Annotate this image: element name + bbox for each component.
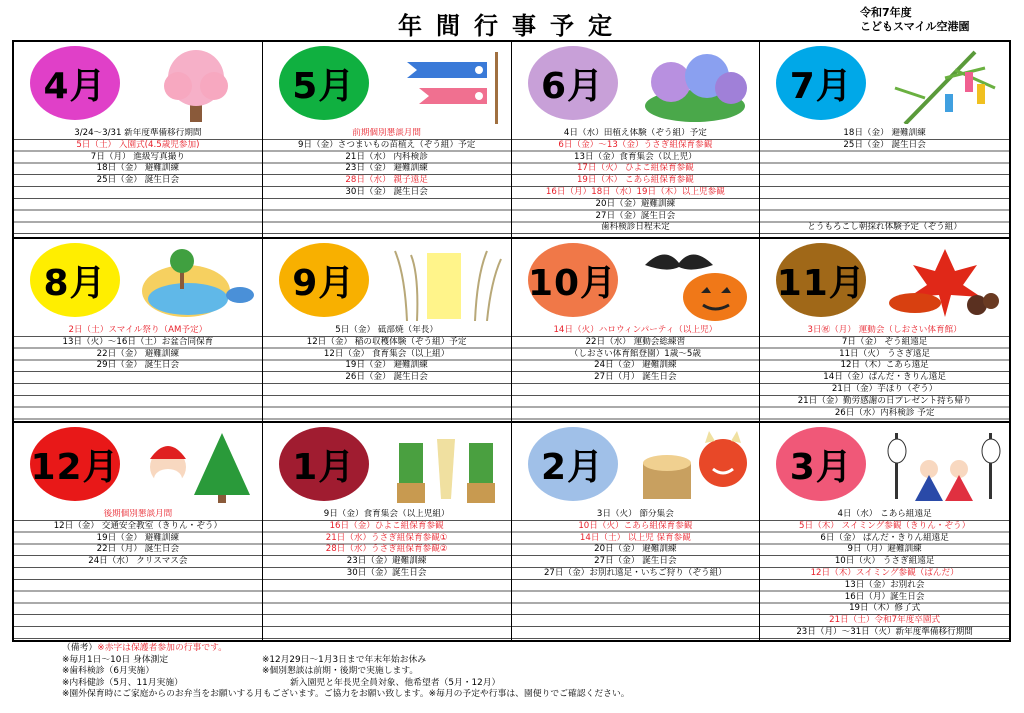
month-badge <box>528 243 618 317</box>
event-item: 24日（水） クリスマス会 <box>88 556 188 567</box>
event-item: 9日（金）さつまいもの苗植え（ぞう組）予定 <box>297 139 476 150</box>
event-item: 22日（金） 避難訓練 <box>96 348 180 359</box>
santa-tree-icon <box>138 429 256 505</box>
month-badge <box>528 427 618 501</box>
event-item: 13日（金）お別れ会 <box>844 579 925 590</box>
event-item <box>760 163 1009 175</box>
note-measurement: ※毎月1日～10日 身体測定 <box>62 654 169 665</box>
hydrangea-icon <box>635 48 753 124</box>
month-label: 12月 <box>30 446 120 488</box>
event-item: 21日（金）勤労感謝の日プレゼント持ち帰り <box>797 395 972 406</box>
event-item: 19日（金） 避難訓練 <box>96 532 180 543</box>
event-item <box>760 199 1009 211</box>
event-item: 16日（月）誕生日会 <box>844 591 925 602</box>
month-label: 1月 <box>292 446 356 488</box>
event-item: 25日（金） 誕生日会 <box>96 175 180 186</box>
event-item: 14日（金）ぱんだ・きりん遠足 <box>823 372 946 383</box>
event-item: 16日（月）18日（水）19日（木）以上児参観 <box>545 186 725 197</box>
event-item: 18日（金） 避難訓練 <box>843 128 926 138</box>
event-item: 6日（金）～13（金）うさぎ組保育参観 <box>558 139 713 150</box>
event-item: 24日（金） 避難訓練 <box>594 360 677 371</box>
month-cell <box>14 423 263 640</box>
event-item: 21日（水） 内科検診 <box>345 151 428 162</box>
month-cell <box>512 42 761 239</box>
event-item: 19日（金） 避難訓練 <box>345 360 428 371</box>
month-label: 2月 <box>540 446 605 488</box>
month-cell <box>263 42 512 239</box>
month-badge <box>30 243 120 317</box>
event-item: 13日（金）食育集会（以上児） <box>574 151 697 162</box>
note-meeting-target: 新入園児と年長児全員対象、他希望者（5月・12月） <box>290 677 501 688</box>
event-item: 21日（金）芋ほり（ぞう） <box>831 383 938 394</box>
autumn-leaves-icon <box>885 245 1003 321</box>
event-item: 18日（金） 避難訓練 <box>96 163 180 174</box>
event-item: 12日（金） 交通安全教室（きりん・ぞう） <box>53 520 223 531</box>
event-item: 10日（火）こあら組保育参観 <box>578 520 693 531</box>
event-list <box>760 325 1009 421</box>
event-item <box>760 187 1009 199</box>
month-label: 8月 <box>43 262 107 304</box>
month-cell <box>512 423 761 640</box>
event-item: 26日（水）内科検診 予定 <box>834 407 935 418</box>
month-cell <box>760 239 1009 423</box>
school-label: こどもスマイル空港園 <box>860 20 970 33</box>
notes-label: （備考） <box>62 643 98 653</box>
event-list <box>14 128 262 237</box>
event-item: 27日（金） 誕生日会 <box>594 556 677 567</box>
note-new-year-holiday: ※12月29日～1月3日まで年末年始お休み <box>262 654 427 665</box>
event-item: 23日（金） 避難訓練 <box>345 163 428 174</box>
event-item: 7日（金） ぞう組遠足 <box>841 336 928 347</box>
event-item <box>760 175 1009 187</box>
event-item: 30日（金）誕生日会 <box>346 567 427 578</box>
event-item: 21日（土）令和7年度卒園式 <box>829 615 941 626</box>
event-item: 12日（金） 稲の収穫体験（ぞう組）予定 <box>306 336 467 347</box>
tanabata-bamboo-icon <box>885 48 1003 124</box>
page-title: 年間行事予定 <box>398 12 626 40</box>
event-list <box>263 509 511 640</box>
event-item <box>760 211 1009 223</box>
event-item: 11日（火） うさぎ遠足 <box>839 348 931 359</box>
event-item: 5日（金） 砥部焼（年長） <box>335 325 438 335</box>
event-item <box>760 152 1009 164</box>
fiscal-year: 令和7年度 <box>860 6 912 19</box>
month-label: 3月 <box>789 446 853 488</box>
event-item: 23日（月）～31日（火）新年度準備移行期間 <box>796 626 973 637</box>
event-item: 後期個別懇談月間 <box>103 509 173 519</box>
event-item: 歯科検診日程未定 <box>600 222 670 233</box>
event-item: 13日（火）～16日（土）お盆合同保育 <box>62 336 214 347</box>
event-item: 3日（火） 節分集会 <box>596 509 674 519</box>
kadomatsu-icon <box>387 429 505 505</box>
summer-island-icon <box>138 245 256 321</box>
month-header <box>512 42 760 128</box>
month-badge <box>279 243 369 317</box>
event-item: 3日㊗（月） 運動会（しおさい体育館） <box>807 325 962 335</box>
month-badge <box>776 243 866 317</box>
event-item: 29日（金） 誕生日会 <box>96 360 180 371</box>
event-list <box>263 128 511 237</box>
event-item: 23日（金）避難訓練 <box>346 556 427 567</box>
month-header <box>263 423 511 509</box>
month-header <box>760 42 1009 128</box>
month-cell <box>760 42 1009 239</box>
month-badge <box>30 427 120 501</box>
event-list <box>760 509 1009 640</box>
event-item: 22日（月） 誕生日会 <box>96 544 180 555</box>
annual-calendar-grid <box>12 40 1011 642</box>
event-item: 14日（火）ハロウィンパーティ（以上児） <box>553 325 718 335</box>
event-item: 16日（金）ひよこ組保育参観 <box>329 520 444 531</box>
event-item: 12日（木）スイミング参観（ぱんだ） <box>810 567 959 578</box>
event-item: 19日（木） こあら組保育参観 <box>576 175 694 186</box>
event-item: 20日（金） 避難訓練 <box>594 544 677 555</box>
month-cell <box>14 42 263 239</box>
month-cell <box>512 239 761 423</box>
event-item: 28日（水）うさぎ組保育参観② <box>325 544 448 555</box>
month-header <box>760 423 1009 509</box>
notes-red-legend: ※赤字は保護者参加の行事です。 <box>97 643 228 653</box>
event-item: 2日（土）スマイル祭り（AM予定） <box>68 325 208 335</box>
month-badge <box>279 427 369 501</box>
month-label: 11月 <box>776 262 866 304</box>
event-item: 27日（金）誕生日会 <box>595 210 676 221</box>
event-item: 4日（水）田植え体験（ぞう組）予定 <box>563 128 707 138</box>
event-item: 19日（木）修了式 <box>849 603 921 614</box>
event-item: 30日（金） 誕生日会 <box>345 186 428 197</box>
hinamatsuri-icon <box>885 429 1003 505</box>
month-label: 10月 <box>527 262 618 304</box>
month-cell <box>263 423 512 640</box>
month-header <box>14 42 262 128</box>
event-item: 21日（水）うさぎ組保育参観① <box>325 532 448 543</box>
month-label: 7月 <box>789 65 853 107</box>
event-item: 4日（水） こあら組遠足 <box>837 509 932 519</box>
month-cell <box>263 239 512 423</box>
month-header <box>512 423 760 509</box>
month-header <box>760 239 1009 325</box>
event-item: 26日（金） 誕生日会 <box>345 372 428 383</box>
month-header <box>512 239 760 325</box>
event-list <box>512 325 760 421</box>
setsubun-oni-icon <box>635 429 753 505</box>
event-item: 28日（水） 親子遠足 <box>345 175 428 186</box>
month-badge <box>776 427 866 501</box>
event-list <box>760 128 1009 237</box>
month-badge <box>279 46 369 120</box>
month-label: 5月 <box>292 65 356 107</box>
month-header <box>14 239 262 325</box>
event-item: 14日（土） 以上児 保育参観 <box>579 532 691 543</box>
month-badge <box>30 46 120 120</box>
event-item: 6日（金） ぱんだ・きりん組遠足 <box>820 532 949 543</box>
event-item: 27日（金）お別れ遠足・いちご狩り（ぞう組） <box>543 567 727 578</box>
event-list <box>14 325 262 421</box>
event-item: 20日（金）避難訓練 <box>595 198 676 209</box>
halloween-pumpkin-icon <box>635 245 753 321</box>
note-dental: ※歯科検診（6月実施） <box>62 666 155 677</box>
month-badge <box>776 46 866 120</box>
event-item: 9日（金）食育集会（以上児組） <box>323 509 450 519</box>
event-list <box>14 509 262 640</box>
event-item: 10日（火） うさぎ組遠足 <box>834 556 935 567</box>
month-header <box>263 239 511 325</box>
month-badge <box>528 46 618 120</box>
event-item: 27日（月） 誕生日会 <box>594 372 677 383</box>
note-lunch: ※園外保育時にご家庭からのお弁当をお願いする月もございます。ご協力をお願い致します。※毎月の予定や行事は、園便りでご確認ください。 <box>62 689 630 700</box>
event-item: （しおさい体育館登園）1歳～5歳 <box>569 348 701 359</box>
event-item: 3/24～3/31 新年度準備移行期間 <box>74 128 202 138</box>
month-label: 4月 <box>43 65 107 107</box>
month-cell <box>14 239 263 423</box>
event-list <box>512 128 760 237</box>
event-item: 前期個別懇談月間 <box>352 128 421 138</box>
notes-section <box>62 643 630 701</box>
event-item: 9日（月）避難訓練 <box>847 544 922 555</box>
note-individual-meeting: ※個別懇談は前期・後期で実施します。 <box>262 666 419 677</box>
event-item: 17日（火） ひよこ組保育参観 <box>576 163 694 174</box>
month-label: 9月 <box>292 262 356 304</box>
koinobori-icon <box>387 48 505 124</box>
moon-susuki-icon <box>387 245 505 321</box>
month-header <box>14 423 262 509</box>
event-item: 5日（土） 入園式(4.5歳児参加) <box>76 139 200 150</box>
cherry-tree-icon <box>138 48 256 124</box>
event-item: 12日（木）こあら遠足 <box>840 360 929 371</box>
school-name <box>860 6 970 34</box>
month-cell <box>760 423 1009 640</box>
event-list <box>263 325 511 421</box>
month-header <box>263 42 511 128</box>
event-item: とうもろこし朝採れ体験予定（ぞう組） <box>807 222 962 233</box>
month-label: 6月 <box>540 65 605 107</box>
event-item: 5日（木） スイミング参観（きりん・ぞう） <box>799 520 971 531</box>
event-item: 12日（金） 食育集会（以上組） <box>323 348 450 359</box>
event-item: 22日（水） 運動会総練習 <box>585 336 686 347</box>
event-item: 7日（月） 進級写真撮り <box>90 151 185 162</box>
note-physical: ※内科健診（5月、11月実施） <box>62 677 183 688</box>
event-list <box>512 509 760 640</box>
event-item: 25日（金） 誕生日会 <box>843 139 926 150</box>
